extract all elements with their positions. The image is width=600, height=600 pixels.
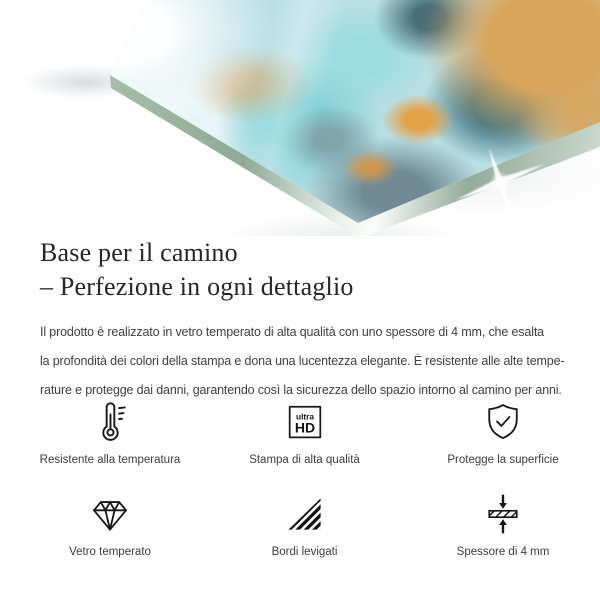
feature-label: Protegge la superficie	[447, 454, 559, 466]
ultra-hd-icon	[284, 398, 326, 446]
feature-tempered-glass	[20, 490, 200, 558]
description-line-2: la profondità dei colori della stampa e dona una lucentezza elegante. È resistente alle alte tempe-	[40, 354, 565, 368]
feature-polished-edges	[213, 490, 396, 558]
feature-grid	[20, 398, 597, 558]
product-text-section	[40, 236, 565, 405]
feature-label: Spessore di 4 mm	[456, 546, 550, 558]
page-title	[40, 236, 565, 304]
thermometer-icon	[87, 398, 133, 446]
feature-thickness	[409, 490, 597, 558]
feature-label: Bordi levigati	[271, 546, 338, 558]
description-line-3: rature e protegge dai danni, garantendo così la sicurezza dello spazio intorno al camino per anni.	[40, 383, 562, 397]
ultra-hd-icon-text-bottom: HD	[294, 419, 315, 436]
polished-edges-icon	[284, 490, 326, 538]
sparkle-highlight-icon	[450, 132, 550, 232]
product-hero-image	[0, 0, 600, 236]
feature-temperature-resistant	[20, 398, 200, 466]
ultra-hd-icon-text-top: ultra	[295, 411, 314, 422]
title-line-2: – Perfezione in ogni dettaglio	[40, 272, 354, 301]
thickness-4mm-icon	[481, 490, 525, 538]
feature-label: Stampa di alta qualità	[249, 454, 360, 466]
feature-label: Vetro temperato	[69, 546, 151, 558]
product-description	[40, 318, 565, 405]
feature-surface-protection	[409, 398, 597, 466]
feature-label: Resistente alla temperatura	[39, 454, 181, 466]
diamond-icon	[88, 490, 132, 538]
description-line-1: Il prodotto è realizzato in vetro temperato di alta qualità con uno spessore di 4 mm, che esalta	[40, 325, 544, 339]
feature-print-quality	[213, 398, 396, 466]
shield-check-icon	[481, 398, 525, 446]
title-line-1: Base per il camino	[40, 238, 238, 267]
